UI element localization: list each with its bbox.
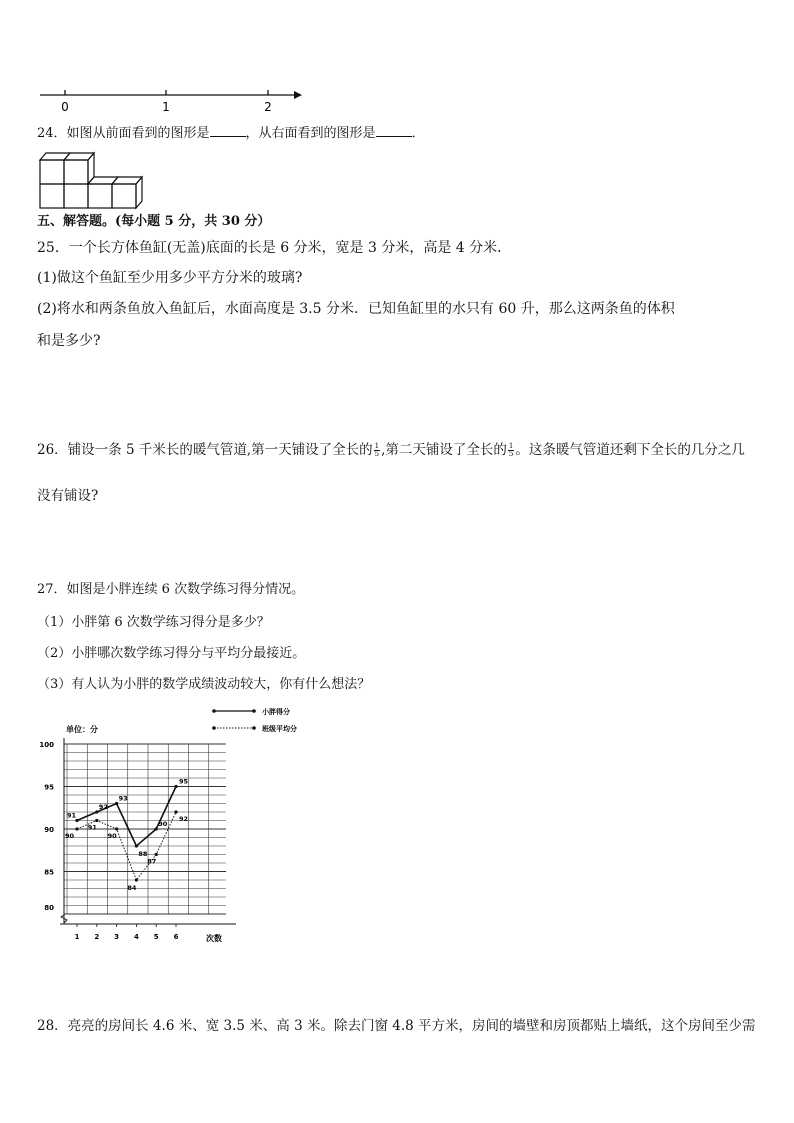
- question-24: [37, 124, 425, 144]
- q26-frac2-denominator: 5: [508, 450, 514, 458]
- cube-figure: [38, 150, 150, 212]
- q24-text-1: 24．如图从前面看到的图形是: [37, 126, 210, 141]
- number-line-tick-2: 2: [264, 100, 272, 114]
- chart-x-axis-label: 次数: [206, 934, 222, 943]
- data-point: [95, 819, 98, 822]
- number-line: [36, 86, 306, 116]
- chart-unit-label: 单位：分: [66, 725, 98, 734]
- data-label: 90: [65, 832, 75, 840]
- q24-text-3: ．: [411, 126, 425, 141]
- q27-sub2: （2）小胖哪次数学练习得分与平均分最接近。: [37, 646, 306, 661]
- data-point: [174, 810, 177, 813]
- q24-blank-front: [210, 124, 246, 137]
- question-26: [37, 440, 745, 460]
- data-point: [135, 878, 138, 881]
- q28-line1: 28．亮亮的房间长 4.6 米、宽 3.5 米、高 3 米。除去门窗 4.8 平方米，房间的墙壁和房顶都贴上墙纸，这个房间至少需: [37, 1018, 756, 1034]
- q25-stem: 25．一个长方体鱼缸(无盖)底面的长是 6 分米，宽是 3 分米，高是 4 分米．: [37, 240, 512, 256]
- q25-sub2-line2: 和是多少?: [37, 333, 101, 349]
- x-tick-label: 4: [133, 933, 139, 941]
- q25-sub2-line1: (2)将水和两条鱼放入鱼缸后，水面高度是 3.5 分米．已知鱼缸里的水只有 60 升，那么这两条鱼的体积: [37, 301, 675, 317]
- legend-marker: [212, 726, 216, 730]
- chart-legend: [212, 707, 297, 733]
- chart-series: [65, 778, 189, 893]
- data-point: [174, 785, 177, 788]
- q26-frac1-denominator: 5: [374, 450, 380, 458]
- q24-text-2: ，从右面看到的图形是: [245, 126, 376, 141]
- q27-sub1: （1）小胖第 6 次数学练习得分是多少？: [37, 615, 270, 630]
- q25-sub1: (1)做这个鱼缸至少用多少平方分米的玻璃?: [37, 270, 303, 286]
- legend-marker: [252, 726, 256, 730]
- number-line-tick-0: 0: [61, 100, 69, 114]
- q26-frac2-numerator: 1: [508, 442, 514, 450]
- score-line-chart: [30, 700, 330, 950]
- data-label: 92: [179, 815, 189, 823]
- q26-text-1: 26．铺设一条 5 千米长的暖气管道,第一天铺设了全长的: [37, 442, 373, 458]
- q26-line2: 没有铺设?: [37, 488, 99, 504]
- data-label: 95: [179, 777, 189, 786]
- legend-marker: [252, 709, 256, 713]
- x-tick-label: 2: [94, 933, 100, 941]
- legend-label-2: 班级平均分: [262, 725, 297, 733]
- q27-sub3: （3）有人认为小胖的数学成绩波动较大，你有什么想法？: [37, 677, 371, 692]
- data-label: 90: [158, 820, 168, 828]
- y-tick-label: 85: [44, 868, 54, 877]
- legend-label-1: 小胖得分: [262, 708, 290, 716]
- q26-fraction-2: [508, 443, 514, 458]
- data-label: 91: [67, 811, 77, 820]
- data-point: [135, 844, 138, 847]
- y-tick-label: 90: [44, 826, 54, 834]
- y-tick-label: 100: [39, 741, 54, 749]
- number-line-tick-1: 1: [162, 100, 170, 114]
- data-label: 91: [87, 823, 97, 832]
- x-tick-label: 5: [153, 933, 159, 941]
- q26-text-3: 。这条暖气管道还剩下全长的几分之几: [515, 442, 745, 458]
- section-5-heading: 五、解答题。(每小题 5 分，共 30 分）: [37, 214, 271, 229]
- q24-blank-right: [376, 124, 412, 137]
- x-tick-label: 6: [173, 933, 179, 941]
- x-tick-label: 3: [114, 933, 120, 941]
- q26-frac1-numerator: 1: [374, 442, 380, 450]
- data-label: 88: [138, 850, 148, 858]
- y-tick-label: 80: [44, 904, 54, 912]
- data-label: 93: [118, 794, 128, 803]
- data-label: 92: [98, 803, 108, 811]
- x-tick-label: 1: [74, 933, 80, 941]
- data-point: [155, 853, 158, 856]
- data-point: [75, 827, 78, 830]
- data-label: 90: [107, 832, 117, 840]
- y-tick-label: 95: [44, 783, 54, 792]
- data-label: 87: [147, 857, 157, 866]
- legend-marker: [212, 709, 216, 713]
- q26-text-2: ,第二天铺设了全长的: [381, 442, 507, 458]
- data-point: [115, 827, 118, 830]
- q26-fraction-1: [374, 443, 380, 458]
- q27-stem: 27．如图是小胖连续 6 次数学练习得分情况。: [37, 582, 305, 597]
- data-label: 84: [127, 884, 137, 892]
